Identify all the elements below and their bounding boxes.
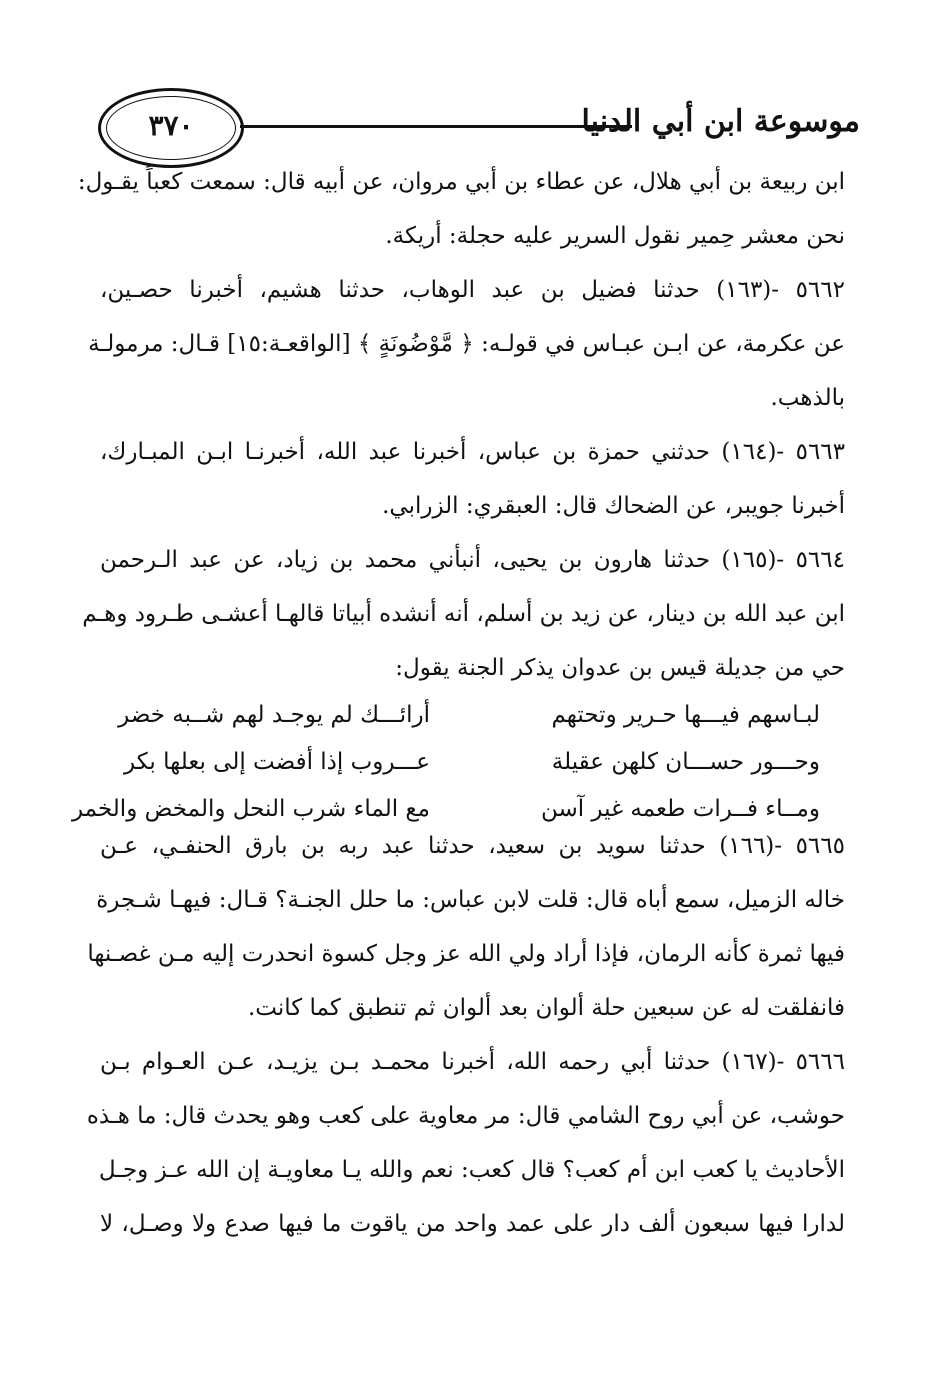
text-line: لدارا فيها سبعون ألف دار على عمد واحد من ياقوت ما فيها صدع ولا وصـل، لا (100, 1211, 845, 1237)
verse-second-hemistich: مع الماء شرب النحل والمخض والخمر (71, 796, 430, 822)
text-line: فانفلقت له عن سبعين حلة ألوان بعد ألوان ثم تنطبق كما كانت. (247, 995, 845, 1021)
poem-verse (100, 748, 845, 777)
text-line: أخبرنا جويبر، عن الضحاك قال: العبقري: الزرابي. (382, 493, 845, 519)
paragraph (77, 168, 845, 251)
page-number: ٣٧٠ (148, 109, 194, 142)
text-line: حي من جديلة قيس بن عدوان يذكر الجنة يقول: (395, 655, 845, 681)
verse-second-hemistich: أرائـــك لم يوجـد لهم شــبه خضر (118, 702, 430, 728)
text-line: نحن معشر حِمير نقول السرير عليه حجلة: أريكة. (385, 223, 845, 249)
text-line: ٥٦٦٦ -(١٦٧) حدثنا أبي رحمه الله، أخبرنا محمـد بـن يزيـد، عـن العـوام بـن (100, 1049, 845, 1075)
text-line: حوشب، عن أبي روح الشامي قال: مر معاوية على كعب وهو يحدث قال: ما هـذه (86, 1103, 845, 1129)
poem-verse (100, 701, 845, 730)
text-line: عن عكرمة، عن ابـن عبـاس في قولـه: ﴿ مَّوْضُونَةٍ ﴾ [الواقعـة:١٥] قـال: مرمولـة (88, 331, 845, 357)
header-rule (240, 125, 632, 128)
text-line: ابن ربيعة بن أبي هلال، عن عطاء بن أبي مروان، عن أبيه قال: سمعت كعباً يقـول: (77, 169, 845, 195)
text-line: ٥٦٦٢ -(١٦٣) حدثنا فضيل بن عبد الوهاب، حدثنا هشيم، أخبرنا حصـين، (100, 277, 845, 303)
paragraph (100, 438, 845, 521)
verse-second-hemistich: عـــروب إذا أفضت إلى بعلها بكر (124, 749, 430, 775)
text-line: خاله الزميل، سمع أباه قال: قلت لابن عباس: ما حلل الجنـة؟ قـال: فيهـا شـجرة (96, 887, 845, 913)
page-body (71, 168, 846, 1239)
poem (71, 701, 845, 824)
book-title: موسوعة ابن أبي الدنيا (581, 104, 860, 139)
text-line: بالذهب. (770, 385, 845, 411)
text-line: ٥٦٦٣ -(١٦٤) حدثني حمزة بن عباس، أخبرنا عبد الله، أخبرنـا ابـن المبـارك، (100, 439, 846, 465)
paragraph (87, 832, 845, 1023)
poem-verse (71, 795, 845, 824)
text-line: ابن عبد الله بن دينار، عن زيد بن أسلم، أنه أنشده أبياتا قالهـا أعشـى طـرود وهـم (82, 601, 845, 627)
paragraph (88, 276, 845, 413)
verse-first-hemistich: ومــاء فــرات طعمه غير آسن (540, 796, 820, 822)
verse-first-hemistich: وحـــور حســـان كلهن عقيلة (551, 749, 820, 775)
text-line: ٥٦٦٥ -(١٦٦) حدثنا سويد بن سعيد، حدثنا عبد ربه بن بارق الحنفـي، عـن (100, 833, 845, 859)
paragraph (82, 546, 845, 683)
text-line: فيها ثمرة كأنه الرمان، فإذا أراد ولي الله عز وجل كسوة انحدرت إليه مـن غصـنها (87, 941, 845, 967)
text-line: ٥٦٦٤ -(١٦٥) حدثنا هارون بن يحيى، أنبأني محمد بن زياد، عن عبد الـرحمن (100, 547, 845, 573)
page-header (90, 70, 860, 180)
paragraph (86, 1048, 845, 1239)
verse-first-hemistich: لبـاسهم فيـــها حـرير وتحتهم (551, 702, 820, 728)
text-line: الأحاديث يا كعب ابن أم كعب؟ قال كعب: نعم والله يـا معاويـة إن الله عـز وجـل (98, 1157, 845, 1183)
page-number-frame (98, 88, 244, 168)
